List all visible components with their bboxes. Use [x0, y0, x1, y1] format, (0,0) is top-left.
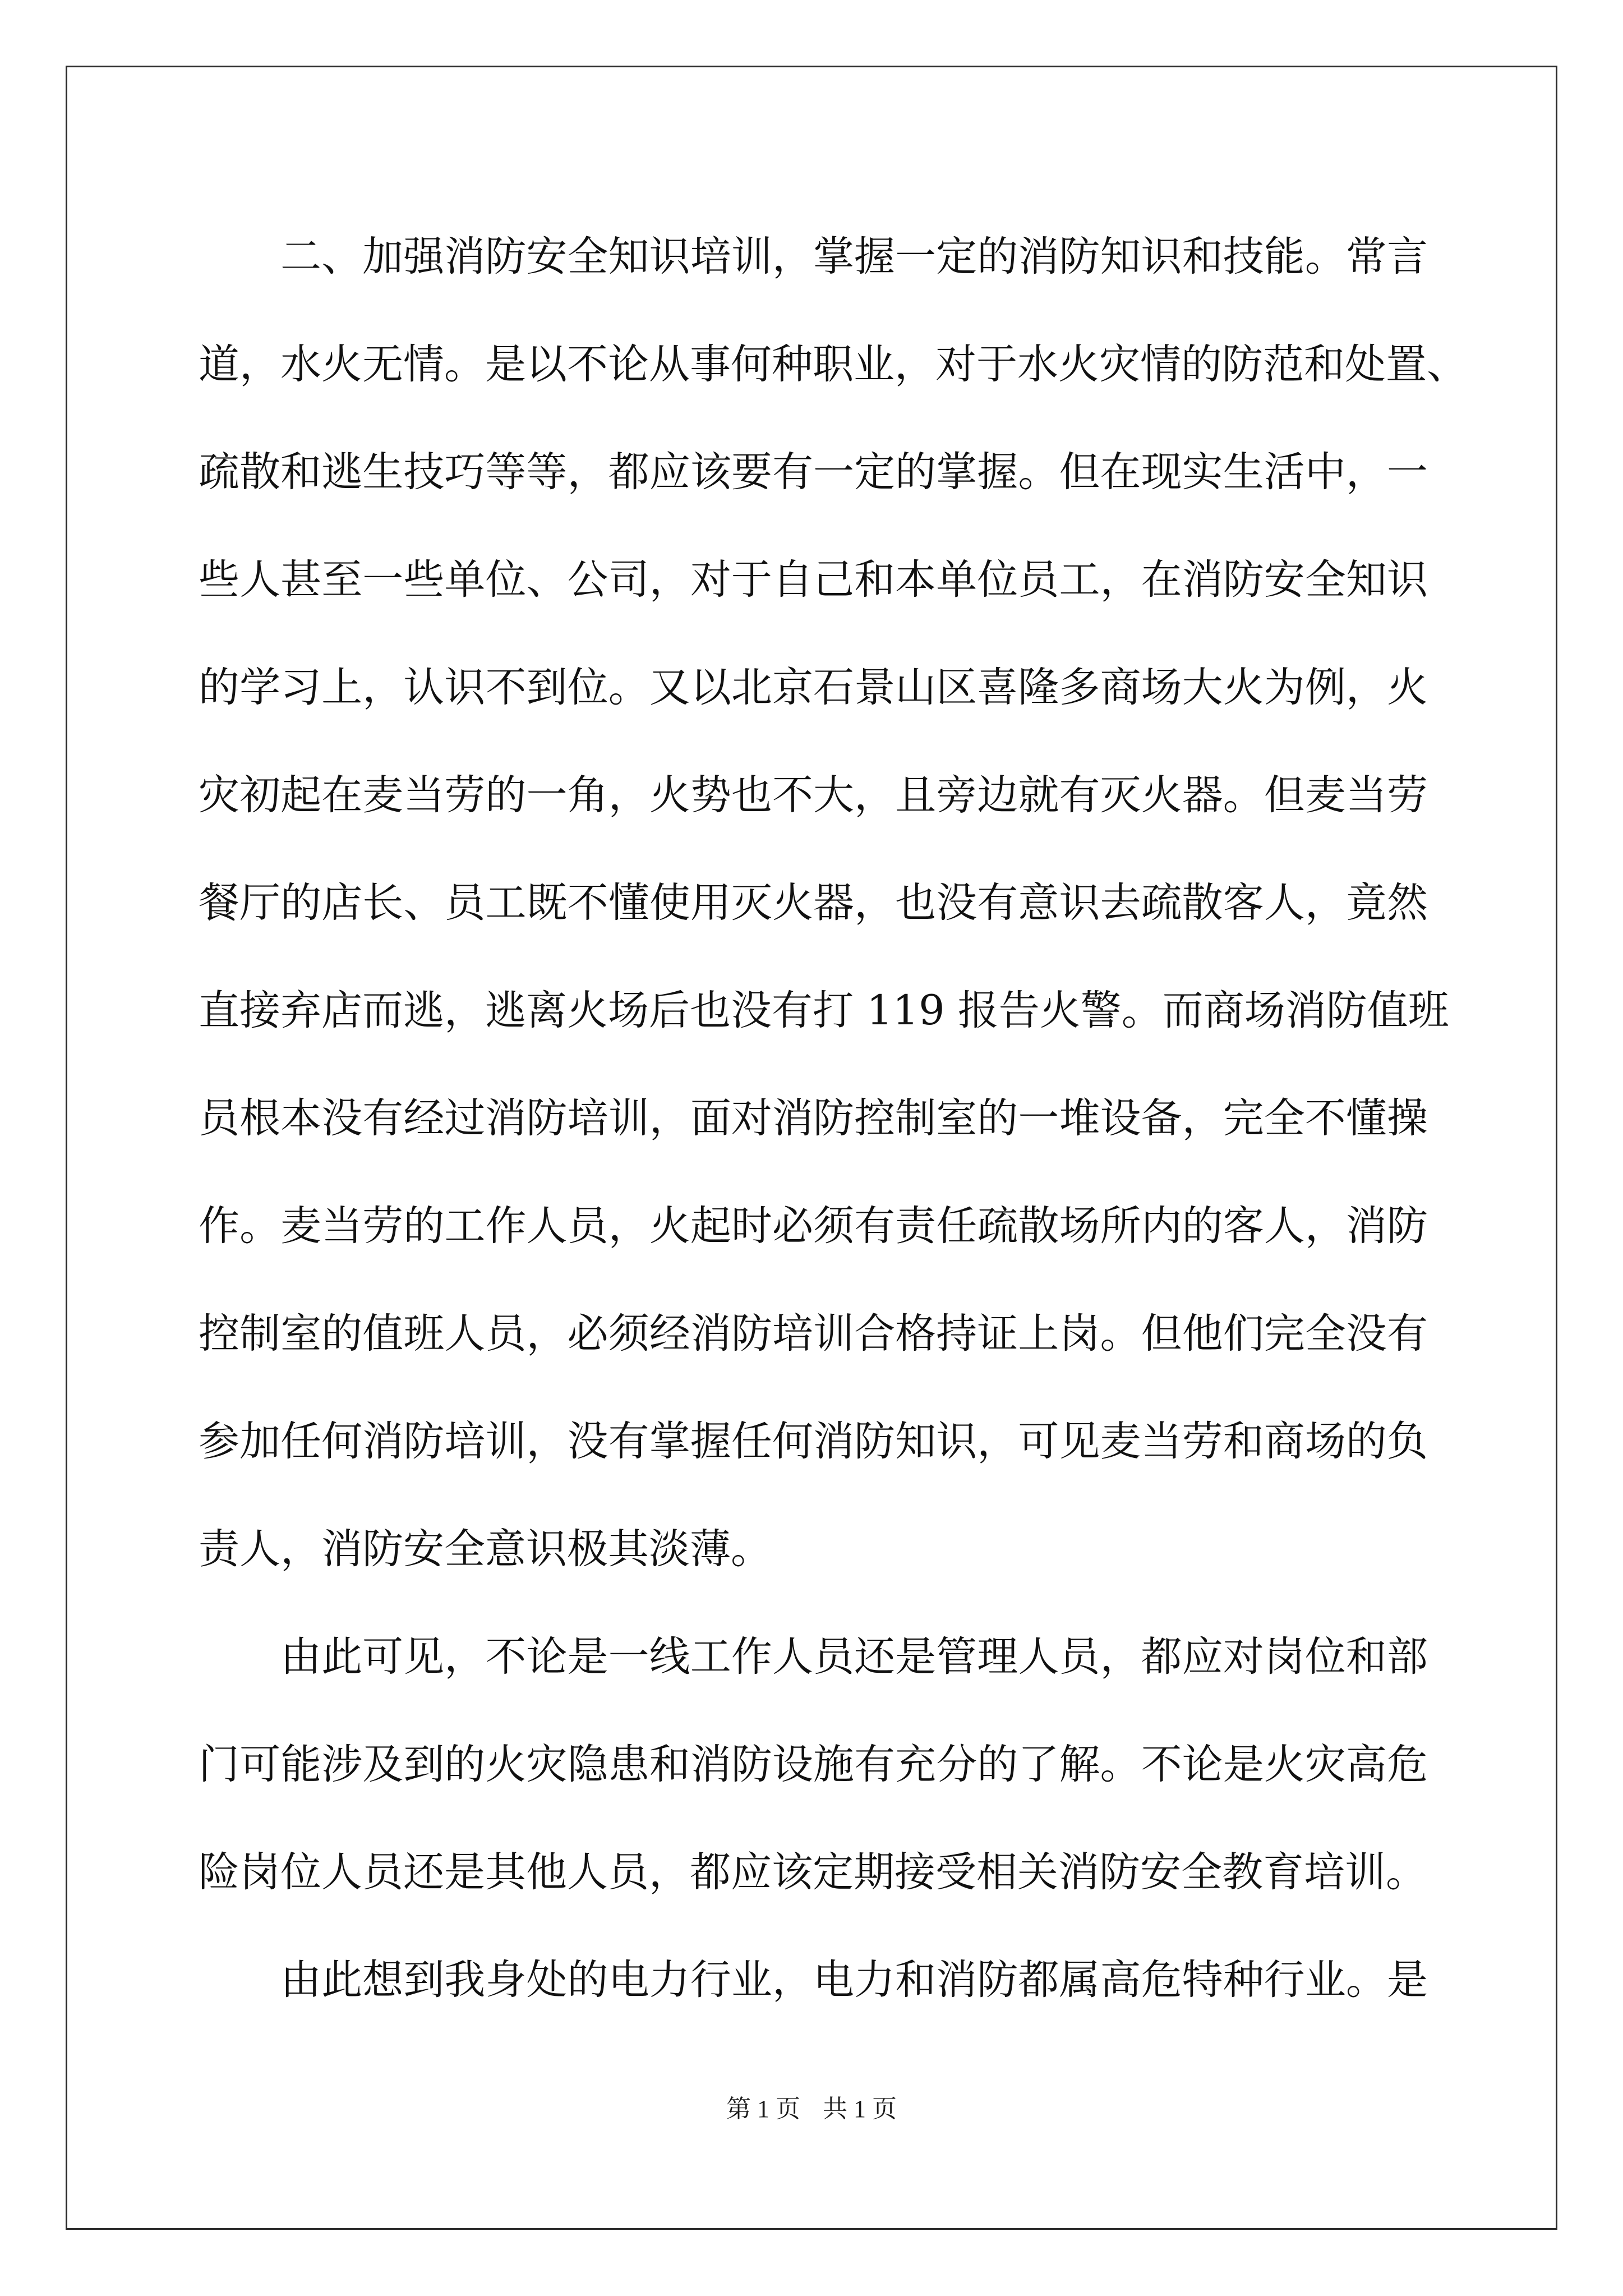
text-line: 参加任何消防培训，没有掌握任何消防知识，可见麦当劳和商场的负 [199, 1418, 1428, 1465]
page-footer [0, 2092, 1623, 2126]
text-line: 二、加强消防安全知识培训，掌握一定的消防知识和技能。常言 [280, 233, 1428, 280]
text-line: 员根本没有经过消防培训，面对消防控制室的一堆设备，完全不懂操 [199, 1094, 1428, 1142]
page-number-current: 第 1 页 [726, 2095, 800, 2123]
text-line: 门可能涉及到的火灾隐患和消防设施有充分的了解。不论是火灾高危 [199, 1741, 1428, 1788]
text-line: 餐厅的店长、员工既不懂使用灭火器，也没有意识去疏散客人，竟然 [199, 879, 1428, 927]
text-line: 疏散和逃生技巧等等，都应该要有一定的掌握。但在现实生活中，一 [199, 448, 1428, 496]
text-line: 直接弃店而逃，逃离火场后也没有打 119 报告火警。而商场消防值班 [199, 987, 1449, 1034]
text-line: 作。麦当劳的工作人员，火起时必须有责任疏散场所内的客人，消防 [199, 1202, 1428, 1250]
text-line: 控制室的值班人员，必须经消防培训合格持证上岗。但他们完全没有 [199, 1310, 1428, 1358]
text-line: 些人甚至一些单位、公司，对于自己和本单位员工，在消防安全知识 [199, 556, 1428, 604]
document-body [199, 203, 1468, 2034]
text-line: 道，水火无情。是以不论从事何种职业，对于水火灾情的防范和处置、 [199, 341, 1468, 388]
page-number-total: 共 1 页 [823, 2095, 897, 2123]
text-line: 的学习上，认识不到位。又以北京石景山区喜隆多商场大火为例，火 [199, 664, 1428, 711]
text-line: 险岗位人员还是其他人员，都应该定期接受相关消防安全教育培训。 [199, 1848, 1427, 1896]
text-line: 由此可见，不论是一线工作人员还是管理人员，都应对岗位和部 [280, 1633, 1428, 1681]
text-line: 由此想到我身处的电力行业，电力和消防都属高危特种行业。是 [280, 1956, 1428, 2004]
text-line: 责人，消防安全意识极其淡薄。 [199, 1525, 772, 1573]
text-line: 灾初起在麦当劳的一角，火势也不大，且旁边就有灭火器。但麦当劳 [199, 771, 1428, 819]
